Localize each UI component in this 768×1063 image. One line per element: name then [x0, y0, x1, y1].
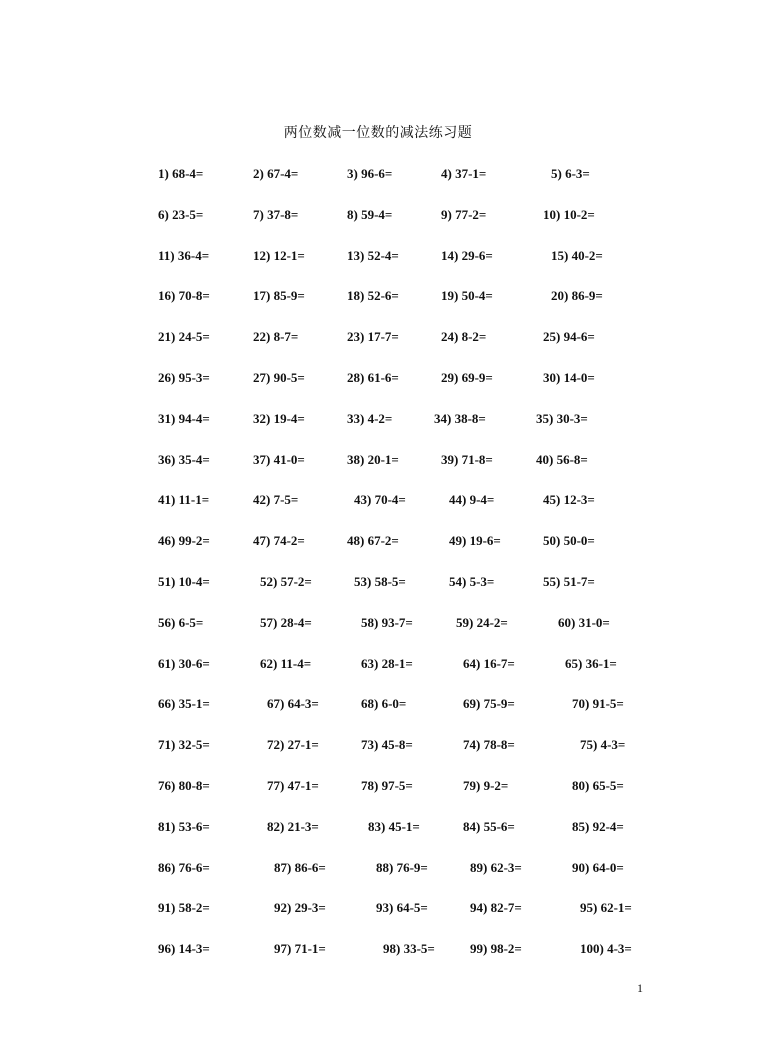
problem-item: 76) 80-8=: [158, 777, 210, 793]
problem-item: 10) 10-2=: [543, 206, 595, 222]
problem-item: 99) 98-2=: [470, 941, 522, 957]
problem-item: 90) 64-0=: [572, 859, 624, 875]
problem-item: 89) 62-3=: [470, 859, 522, 875]
problem-item: 6) 23-5=: [158, 206, 204, 222]
page-title: 两位数减一位数的减法练习题: [283, 125, 473, 141]
problem-item: 37) 41-0=: [253, 451, 305, 467]
problem-item: 32) 19-4=: [253, 410, 305, 426]
problem-item: 38) 20-1=: [347, 451, 399, 467]
problem-item: 100) 4-3=: [580, 941, 632, 957]
problem-item: 19) 50-4=: [441, 288, 493, 304]
problem-item: 61) 30-6=: [158, 655, 210, 671]
problem-row: [0, 207, 768, 248]
problem-item: 87) 86-6=: [274, 859, 326, 875]
problem-item: 65) 36-1=: [565, 655, 617, 671]
problem-item: 29) 69-9=: [441, 369, 493, 385]
problem-item: 78) 97-5=: [361, 777, 413, 793]
problem-item: 16) 70-8=: [158, 288, 210, 304]
problem-item: 15) 40-2=: [551, 247, 603, 263]
problem-item: 17) 85-9=: [253, 288, 305, 304]
problem-row: [0, 411, 768, 452]
problem-item: 14) 29-6=: [441, 247, 493, 263]
problem-item: 70) 91-5=: [572, 696, 624, 712]
problem-item: 18) 52-6=: [347, 288, 399, 304]
problem-item: 44) 9-4=: [449, 492, 495, 508]
problem-row: [0, 819, 768, 860]
problem-item: 64) 16-7=: [463, 655, 515, 671]
problem-item: 26) 95-3=: [158, 369, 210, 385]
problem-item: 59) 24-2=: [456, 614, 508, 630]
problem-item: 42) 7-5=: [253, 492, 299, 508]
problem-item: 21) 24-5=: [158, 329, 210, 345]
problem-item: 62) 11-4=: [260, 655, 312, 671]
problem-item: 67) 64-3=: [267, 696, 319, 712]
problem-row: [0, 533, 768, 574]
problem-item: 27) 90-5=: [253, 369, 305, 385]
problem-item: 23) 17-7=: [347, 329, 399, 345]
problem-item: 5) 6-3=: [551, 166, 590, 181]
problem-item: 50) 50-0=: [543, 533, 595, 549]
problem-item: 97) 71-1=: [274, 941, 326, 957]
problem-item: 83) 45-1=: [368, 818, 420, 834]
problem-item: 77) 47-1=: [267, 777, 319, 793]
problem-item: 13) 52-4=: [347, 247, 399, 263]
problem-item: 25) 94-6=: [543, 329, 595, 345]
problem-item: 52) 57-2=: [260, 573, 312, 589]
problem-item: 69) 75-9=: [463, 696, 515, 712]
problem-item: 93) 64-5=: [376, 900, 428, 916]
problem-item: 3) 96-6=: [347, 166, 393, 181]
problem-row: [0, 778, 768, 819]
problem-item: 72) 27-1=: [267, 737, 319, 753]
problem-item: 11) 36-4=: [158, 247, 210, 263]
problem-item: 55) 51-7=: [543, 573, 595, 589]
problem-item: 12) 12-1=: [253, 247, 305, 263]
problem-item: 56) 6-5=: [158, 614, 204, 630]
problem-row: [0, 329, 768, 370]
problem-item: 43) 70-4=: [354, 492, 406, 508]
problem-item: 92) 29-3=: [274, 900, 326, 916]
problem-row: [0, 860, 768, 901]
problem-row: [0, 166, 768, 207]
problem-row: [0, 248, 768, 289]
problem-item: 30) 14-0=: [543, 369, 595, 385]
problem-item: 47) 74-2=: [253, 533, 305, 549]
problem-row: [0, 900, 768, 941]
problem-row: [0, 288, 768, 329]
problem-item: 41) 11-1=: [158, 492, 210, 508]
problem-item: 60) 31-0=: [558, 614, 610, 630]
problem-item: 74) 78-8=: [463, 737, 515, 753]
problem-item: 88) 76-9=: [376, 859, 428, 875]
problem-item: 35) 30-3=: [536, 410, 588, 426]
problem-item: 22) 8-7=: [253, 329, 299, 345]
problem-item: 34) 38-8=: [434, 410, 486, 426]
problem-item: 58) 93-7=: [361, 614, 413, 630]
problem-item: 28) 61-6=: [347, 369, 399, 385]
problem-item: 7) 37-8=: [253, 206, 299, 222]
problem-item: 46) 99-2=: [158, 533, 210, 549]
problem-item: 95) 62-1=: [580, 900, 632, 916]
problem-row: [0, 696, 768, 737]
problem-item: 57) 28-4=: [260, 614, 312, 630]
problem-item: 49) 19-6=: [449, 533, 501, 549]
problem-row: [0, 370, 768, 411]
problem-item: 9) 77-2=: [441, 206, 487, 222]
problem-item: 73) 45-8=: [361, 737, 413, 753]
problem-item: 1) 68-4=: [158, 166, 204, 181]
problem-row: [0, 452, 768, 493]
problem-item: 98) 33-5=: [383, 941, 435, 957]
problem-item: 66) 35-1=: [158, 696, 210, 712]
problem-item: 94) 82-7=: [470, 900, 522, 916]
problem-item: 2) 67-4=: [253, 166, 299, 181]
problem-item: 53) 58-5=: [354, 573, 406, 589]
problem-row: [0, 941, 768, 982]
problem-item: 45) 12-3=: [543, 492, 595, 508]
problem-item: 20) 86-9=: [551, 288, 603, 304]
problem-item: 80) 65-5=: [572, 777, 624, 793]
problem-item: 82) 21-3=: [267, 818, 319, 834]
problem-item: 31) 94-4=: [158, 410, 210, 426]
problem-item: 40) 56-8=: [536, 451, 588, 467]
problem-item: 81) 53-6=: [158, 818, 210, 834]
problem-item: 36) 35-4=: [158, 451, 210, 467]
problem-row: [0, 492, 768, 533]
problem-item: 85) 92-4=: [572, 818, 624, 834]
problem-row: [0, 737, 768, 778]
problem-item: 75) 4-3=: [580, 737, 626, 753]
problem-row: [0, 574, 768, 615]
problem-item: 63) 28-1=: [361, 655, 413, 671]
problem-grid: [0, 166, 768, 982]
problem-item: 4) 37-1=: [441, 166, 487, 181]
problem-item: 39) 71-8=: [441, 451, 493, 467]
problem-item: 51) 10-4=: [158, 573, 210, 589]
problem-item: 84) 55-6=: [463, 818, 515, 834]
problem-row: [0, 615, 768, 656]
problem-item: 91) 58-2=: [158, 900, 210, 916]
problem-item: 79) 9-2=: [463, 777, 509, 793]
problem-item: 54) 5-3=: [449, 573, 495, 589]
problem-row: [0, 656, 768, 697]
problem-item: 48) 67-2=: [347, 533, 399, 549]
problem-item: 86) 76-6=: [158, 859, 210, 875]
problem-item: 96) 14-3=: [158, 941, 210, 957]
page-number: 1: [637, 981, 643, 995]
problem-item: 71) 32-5=: [158, 737, 210, 753]
problem-item: 8) 59-4=: [347, 206, 393, 222]
problem-item: 33) 4-2=: [347, 410, 393, 426]
problem-item: 24) 8-2=: [441, 329, 487, 345]
problem-item: 68) 6-0=: [361, 696, 407, 712]
